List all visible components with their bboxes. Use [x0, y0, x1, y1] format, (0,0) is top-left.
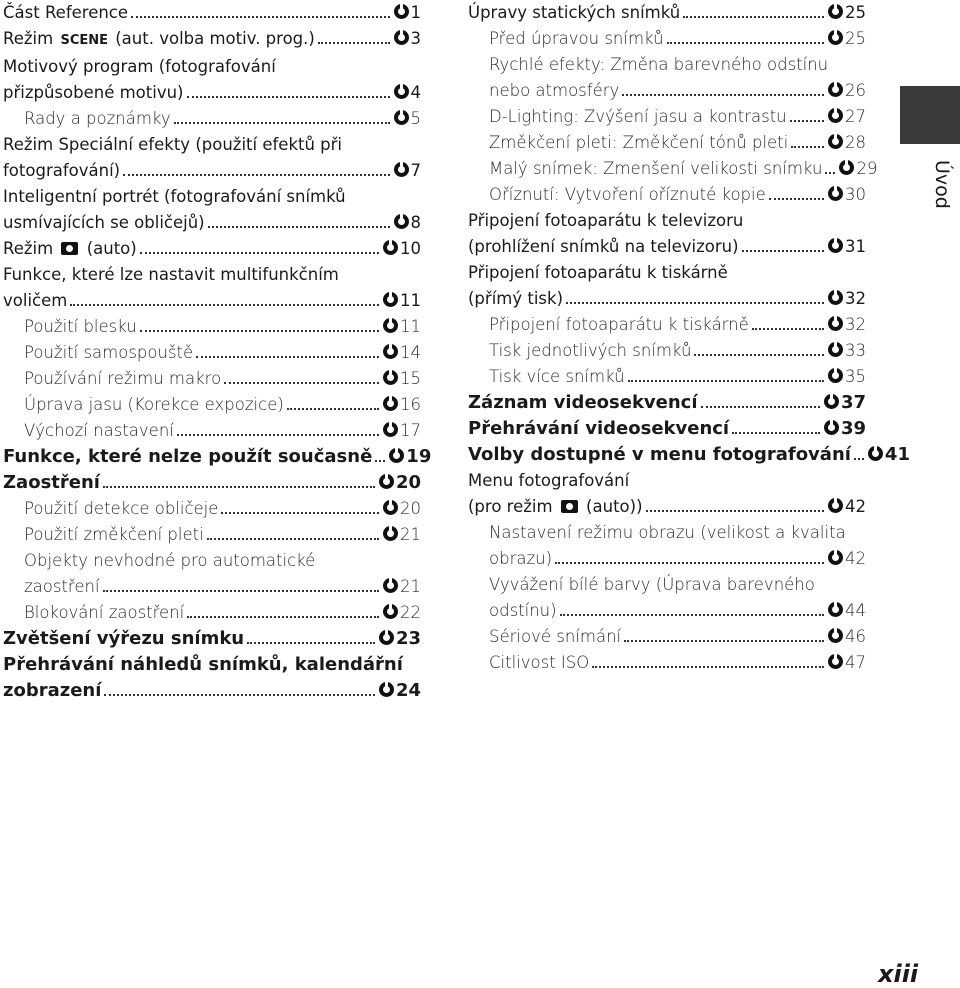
page-reference[interactable] [383, 288, 421, 314]
page-reference[interactable] [868, 442, 910, 468]
page-reference[interactable] [383, 600, 421, 626]
toc-entry-title: Objekty nevhodné pro automatické [24, 551, 316, 570]
dot-leader [247, 642, 375, 644]
toc-entry-title: zaostření [24, 577, 100, 596]
toc-entry-title: nebo atmosféry [489, 81, 620, 100]
toc-entry[interactable] [3, 470, 421, 496]
page-number-ref: 47 [845, 653, 866, 672]
toc-entry-title: Režim SCENE (aut. volba motiv. prog.) [3, 26, 315, 54]
toc-entry-title: Volby dostupné v menu fotografování [468, 444, 851, 465]
reference-e-icon [379, 630, 394, 645]
page-number-ref: 23 [395, 628, 421, 649]
toc-entry[interactable] [3, 106, 421, 132]
toc-entry-title: Úprava jasu (Korekce expozice) [24, 395, 284, 414]
reference-e-icon [394, 84, 409, 99]
page-reference[interactable] [383, 574, 421, 600]
page-number-ref: 42 [845, 497, 866, 516]
toc-entry-title: Funkce, které nelze použít současně [3, 446, 373, 467]
toc-entry-title: Oříznutí: Vytvoření oříznuté kopie [489, 185, 766, 204]
dot-leader [683, 16, 824, 18]
reference-e-icon [383, 578, 398, 593]
toc-entry-title: Motivový program (fotografování [3, 57, 276, 76]
dot-leader [187, 616, 379, 618]
dot-leader [174, 122, 390, 124]
toc-entry[interactable] [3, 392, 421, 418]
page-number-ref: 29 [856, 159, 878, 178]
page-number-ref: 31 [845, 237, 866, 256]
reference-e-icon [824, 394, 839, 409]
dot-leader [854, 458, 864, 460]
reference-e-icon [383, 318, 398, 333]
dot-leader [224, 382, 379, 384]
dot-leader [732, 432, 820, 434]
page-reference[interactable] [383, 496, 421, 522]
toc-entry-title: D-Lighting: Zvýšení jasu a kontrastu [489, 107, 787, 126]
reference-e-icon [383, 370, 398, 385]
page-reference[interactable] [839, 156, 877, 182]
toc-entry[interactable] [3, 496, 421, 522]
toc-entry[interactable] [3, 600, 421, 626]
toc-entry[interactable] [468, 312, 866, 338]
dot-leader [287, 408, 379, 410]
page-reference[interactable] [828, 130, 866, 156]
toc-entry[interactable] [3, 236, 421, 262]
toc-entry-title: Blokování zaostření [24, 603, 185, 622]
page-reference[interactable] [828, 546, 866, 572]
page-reference[interactable] [379, 470, 421, 496]
reference-e-icon [383, 500, 398, 515]
page-number-ref: 8 [410, 213, 421, 232]
reference-e-icon [828, 238, 843, 253]
dot-leader [701, 406, 820, 408]
page-number-ref: 16 [400, 395, 421, 414]
reference-e-icon [383, 422, 398, 437]
toc-entry-title: Změkčení pleti: Změkčení tónů pleti [489, 133, 789, 152]
page-number-ref: 44 [845, 601, 866, 620]
dot-leader [208, 226, 390, 228]
toc-entry-title: Nastavení režimu obrazu (velikost a kvalita [489, 523, 846, 542]
toc-entry-title: fotografování) [3, 161, 121, 180]
page-number-ref: 32 [845, 289, 866, 308]
page-number-ref: 7 [410, 161, 421, 180]
toc-entry[interactable] [468, 416, 866, 442]
reference-e-icon [383, 292, 398, 307]
dot-leader [624, 640, 824, 642]
dot-leader [104, 694, 375, 696]
page-reference[interactable] [394, 0, 422, 26]
dot-leader [555, 562, 824, 564]
reference-e-icon [828, 550, 843, 565]
scene-auto-selector-icon: SCENE [60, 33, 108, 48]
page-number-ref: 25 [845, 3, 866, 22]
page-reference[interactable] [828, 78, 866, 104]
toc-entry[interactable] [3, 418, 421, 444]
toc-entry[interactable] [468, 260, 866, 312]
page-number-ref: 33 [845, 341, 866, 360]
toc-entry-title: Záznam videosekvencí [468, 392, 698, 413]
page-number-ref: 20 [400, 499, 421, 518]
toc-entry[interactable] [3, 314, 421, 340]
page-reference[interactable] [379, 678, 421, 704]
toc-entry-title: Citlivost ISO [489, 653, 590, 672]
dot-leader [742, 250, 824, 252]
toc-entry[interactable] [468, 182, 866, 208]
toc-entry-title: Menu fotografování [468, 471, 630, 490]
toc-entry-title: Tisk více snímků [489, 367, 625, 386]
toc-entry[interactable] [468, 0, 866, 26]
toc-entry[interactable] [468, 390, 866, 416]
toc-entry[interactable] [468, 624, 866, 650]
toc-entry-title: Přehrávání náhledů snímků, kalendářní [3, 654, 403, 675]
toc-entry-title: Zaostření [3, 472, 100, 493]
dot-leader [752, 328, 824, 330]
page-number-ref: 35 [845, 367, 866, 386]
toc-entry-title: obrazu) [489, 549, 553, 568]
toc-entry-title: Vyvážení bílé barvy (Úprava barevného [489, 575, 815, 594]
toc-entry-title: Výchozí nastavení [24, 421, 174, 440]
toc-entry-title: (prohlížení snímků na televizoru) [468, 237, 739, 256]
page-number-ref: 25 [845, 29, 866, 48]
page-number-ref: 39 [840, 418, 866, 439]
toc-entry[interactable] [3, 0, 421, 26]
dot-leader [196, 356, 379, 358]
toc-entry-title: Rady a poznámky [24, 109, 171, 128]
camera-auto-mode-icon [61, 242, 78, 255]
toc-entry-title: Funkce, které lze nastavit multifunkčním [3, 265, 339, 284]
page-number-ref: 30 [845, 185, 866, 204]
toc-entry[interactable] [468, 572, 866, 624]
toc-entry-title: Připojení fotoaparátu k tiskárně [468, 263, 728, 282]
dot-leader [592, 666, 824, 668]
dot-leader [622, 94, 824, 96]
dot-leader [318, 42, 390, 44]
reference-e-icon [828, 628, 843, 643]
toc-entry-title: přizpůsobené motivu) [3, 83, 184, 102]
reference-e-icon [394, 214, 409, 229]
toc-entry-title: Režim Speciální efekty (použití efektů při [3, 135, 343, 154]
dot-leader [131, 16, 389, 18]
dot-leader [646, 510, 824, 512]
page-reference[interactable] [828, 598, 866, 624]
toc-entry-title: Tisk jednotlivých snímků [489, 341, 692, 360]
toc-entry-title: Před úpravou snímků [489, 29, 664, 48]
page-number-ref: 26 [845, 81, 866, 100]
reference-e-icon [394, 162, 409, 177]
toc-entry[interactable] [468, 468, 866, 520]
page-number-ref: 10 [400, 239, 421, 258]
toc-entry-title: Sériové snímání [489, 627, 622, 646]
toc-entry-title: Připojení fotoaparátu k tiskárně [489, 315, 749, 334]
reference-e-icon [394, 4, 409, 19]
toc-entry-title: Malý snímek: Zmenšení velikosti snímku [489, 159, 823, 178]
toc-entry-title: zobrazení [3, 680, 102, 701]
reference-e-icon [383, 604, 398, 619]
toc-entry[interactable] [3, 366, 421, 392]
page-reference[interactable] [383, 392, 421, 418]
reference-e-icon [828, 342, 843, 357]
reference-e-icon [383, 396, 398, 411]
page-reference[interactable] [828, 26, 866, 52]
dot-leader [123, 174, 389, 176]
page-reference[interactable] [828, 286, 866, 312]
toc-entry[interactable] [468, 338, 866, 364]
page-number-ref: 1 [410, 3, 421, 22]
dot-leader [560, 614, 824, 616]
toc-entry-title: Použití detekce obličeje [24, 499, 219, 518]
dot-leader [140, 252, 379, 254]
page-reference[interactable] [394, 106, 422, 132]
reference-e-icon [868, 446, 883, 461]
toc-entry-title: (přímý tisk) [468, 289, 564, 308]
toc-entry[interactable] [3, 626, 421, 652]
toc-entry-title: Použití blesku [24, 317, 137, 336]
page-number-ref: 41 [884, 444, 910, 465]
page-number-ref: 42 [845, 549, 866, 568]
reference-e-icon [389, 448, 404, 463]
page-reference[interactable] [824, 390, 866, 416]
page-reference[interactable] [383, 522, 421, 548]
page-reference[interactable] [828, 338, 866, 364]
dot-leader [187, 96, 390, 98]
dot-leader [70, 304, 379, 306]
toc-entry-title: (pro režim (auto)) [468, 497, 643, 516]
page-reference[interactable] [828, 0, 866, 26]
reference-e-icon [839, 160, 854, 175]
toc-entry-title: odstínu) [489, 601, 557, 620]
toc-entry[interactable] [468, 104, 866, 130]
toc-entry[interactable] [468, 650, 866, 676]
reference-e-icon [828, 498, 843, 513]
toc-entry[interactable] [3, 26, 421, 54]
reference-e-icon [383, 526, 398, 541]
toc-entry[interactable] [468, 208, 866, 260]
page-number-ref: 11 [400, 317, 421, 336]
page-number-ref: 46 [845, 627, 866, 646]
toc-entry[interactable] [3, 132, 421, 184]
toc-entry[interactable] [468, 130, 866, 156]
reference-e-icon [828, 186, 843, 201]
toc-entry-title: Použití změkčení pleti [24, 525, 204, 544]
toc-entry[interactable] [3, 444, 432, 470]
toc-entry[interactable] [3, 262, 421, 314]
dot-leader [221, 512, 379, 514]
dot-leader [628, 380, 824, 382]
reference-e-icon [828, 30, 843, 45]
page-reference[interactable] [383, 236, 421, 262]
toc-entry-title: voličem [3, 291, 68, 310]
dot-leader [375, 460, 385, 462]
toc-entry-title: Část Reference [3, 3, 129, 22]
dot-leader [566, 302, 824, 304]
page-reference[interactable] [394, 26, 422, 52]
page-reference[interactable] [828, 182, 866, 208]
page-number-ref: 11 [400, 291, 421, 310]
page-reference[interactable] [379, 626, 421, 652]
reference-e-icon [828, 82, 843, 97]
page-reference[interactable] [828, 234, 866, 260]
page-reference[interactable] [828, 624, 866, 650]
toc-entry[interactable] [468, 442, 910, 468]
page-reference[interactable] [383, 314, 421, 340]
reference-e-icon [828, 290, 843, 305]
camera-auto-mode-icon [561, 500, 578, 513]
reference-e-icon [824, 420, 839, 435]
dot-leader [140, 330, 379, 332]
page-number-ref: 28 [845, 133, 866, 152]
toc-left-column [3, 0, 432, 704]
reference-e-icon [828, 368, 843, 383]
toc-entry-title: usmívajících se obličejů) [3, 213, 205, 232]
dot-leader [769, 198, 824, 200]
toc-entry-title: Inteligentní portrét (fotografování snímků [3, 187, 346, 206]
page-reference[interactable] [394, 158, 422, 184]
toc-entry[interactable] [3, 54, 421, 106]
dot-leader [177, 434, 379, 436]
page-reference[interactable] [383, 418, 421, 444]
page-reference[interactable] [824, 416, 866, 442]
page-reference[interactable] [389, 444, 431, 470]
side-tab-marker [900, 86, 960, 144]
dot-leader [207, 538, 379, 540]
reference-e-icon [828, 654, 843, 669]
page-number-ref: 14 [400, 343, 421, 362]
dot-leader [825, 172, 835, 174]
page-number-ref: 37 [840, 392, 866, 413]
toc-entry-title: Připojení fotoaparátu k televizoru [468, 211, 744, 230]
toc-entry-title: Režim (auto) [3, 239, 137, 258]
toc-entry[interactable] [3, 522, 421, 548]
reference-e-icon [379, 474, 394, 489]
side-tab-label: Úvod [931, 160, 953, 209]
dot-leader [694, 354, 824, 356]
page-number-ref: 5 [410, 109, 421, 128]
page-number-ref: 21 [400, 525, 421, 544]
reference-e-icon [828, 134, 843, 149]
page-number-ref: 19 [406, 446, 432, 467]
page-number-ref: 24 [395, 680, 421, 701]
page-reference[interactable] [828, 494, 866, 520]
toc-entry[interactable] [3, 184, 421, 236]
page-number-ref: 4 [410, 83, 421, 102]
reference-e-icon [383, 240, 398, 255]
toc-entry-title: Přehrávání videosekvencí [468, 418, 730, 439]
reference-e-icon [394, 110, 409, 125]
dot-leader [791, 146, 824, 148]
page-reference[interactable] [383, 340, 421, 366]
toc-entry[interactable] [3, 340, 421, 366]
toc-entry-title: Použití samospouště [24, 343, 194, 362]
toc-entry-title: Používání režimu makro [24, 369, 222, 388]
page-number-ref: 15 [400, 369, 421, 388]
dot-leader [103, 590, 379, 592]
page-number-ref: 17 [400, 421, 421, 440]
toc-entry[interactable] [3, 548, 421, 600]
reference-e-icon [828, 602, 843, 617]
reference-e-icon [383, 344, 398, 359]
toc-entry[interactable] [468, 156, 878, 182]
toc-entry[interactable] [468, 520, 866, 572]
page-number-ref: 3 [410, 29, 421, 48]
page-reference[interactable] [828, 312, 866, 338]
page-reference[interactable] [394, 80, 422, 106]
reference-e-icon [394, 30, 409, 45]
toc-entry[interactable] [3, 652, 421, 704]
reference-e-icon [828, 4, 843, 19]
page-number-ref: 22 [400, 603, 421, 622]
page-number-ref: 27 [845, 107, 866, 126]
page-number-ref: 20 [395, 472, 421, 493]
toc-entry-title: Rychlé efekty: Změna barevného odstínu [489, 55, 829, 74]
page-reference[interactable] [828, 650, 866, 676]
reference-e-icon [828, 108, 843, 123]
page-reference[interactable] [828, 364, 866, 390]
page-reference[interactable] [383, 366, 421, 392]
toc-right-column [468, 0, 910, 676]
page-reference[interactable] [394, 210, 422, 236]
page-number-ref: 32 [845, 315, 866, 334]
toc-entry[interactable] [468, 52, 866, 104]
toc-entry[interactable] [468, 26, 866, 52]
toc-entry[interactable] [468, 364, 866, 390]
dot-leader [790, 120, 824, 122]
toc-entry-title: Zvětšení výřezu snímku [3, 628, 245, 649]
dot-leader [103, 486, 375, 488]
page-number-ref: 21 [400, 577, 421, 596]
page-reference[interactable] [828, 104, 866, 130]
reference-e-icon [828, 316, 843, 331]
reference-e-icon [379, 682, 394, 697]
dot-leader [667, 42, 824, 44]
toc-entry-title: Úpravy statických snímků [468, 3, 681, 22]
page-number: xiii [878, 960, 919, 988]
